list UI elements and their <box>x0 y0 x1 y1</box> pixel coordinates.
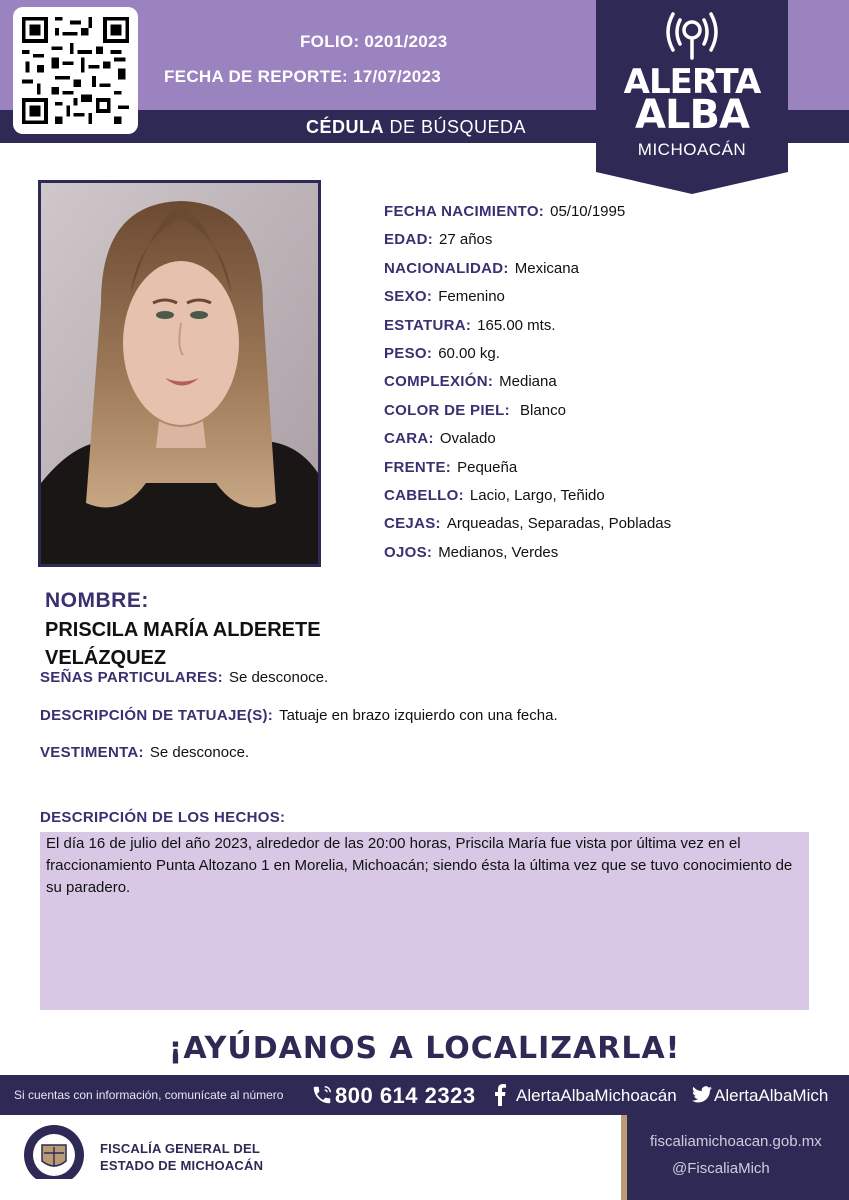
profile-value: 05/10/1995 <box>550 203 626 220</box>
profile-row-sexo <box>384 288 671 316</box>
field-label: DESCRIPCIÓN DE TATUAJE(S): <box>40 707 274 724</box>
fge-name-line1: FISCALÍA GENERAL DEL <box>100 1141 261 1156</box>
profile-row-cabello <box>384 487 671 515</box>
fge-name-line2: ESTADO DE MICHOACÁN <box>100 1158 264 1173</box>
field-value: Se desconoce. <box>149 744 250 761</box>
profile-label: SEXO: <box>384 288 433 306</box>
document-title-rest: DE BÚSQUEDA <box>384 117 527 137</box>
footer-right <box>621 1115 849 1200</box>
call-to-action: ¡AYÚDANOS A LOCALIZARLA! <box>168 1031 681 1066</box>
phone-icon <box>311 1084 333 1106</box>
profile-label: OJOS: <box>384 543 433 561</box>
profile-label: COMPLEXIÓN: <box>384 373 494 391</box>
profile-row-nacionalidad <box>384 260 671 288</box>
profile-value: Lacio, Largo, Teñido <box>469 486 605 504</box>
profile-list <box>384 203 671 572</box>
document-title-bold: CÉDULA <box>306 117 384 137</box>
profile-label: CABELLO: <box>384 486 464 504</box>
document-title <box>306 117 526 138</box>
phone-number[interactable]: 800 614 2323 <box>335 1083 476 1108</box>
profile-value: 27 años <box>439 231 493 249</box>
person-photo <box>38 180 321 567</box>
profile-value: Ovalado <box>439 430 496 448</box>
profile-label: CARA: <box>384 430 434 448</box>
profile-row-complexion <box>384 373 671 401</box>
distinguishing-marks <box>40 669 328 686</box>
profile-value: Mexicana <box>514 259 579 277</box>
twitter-handle[interactable]: AlertaAlbaMich <box>714 1086 829 1105</box>
name-label: NOMBRE: <box>45 589 149 612</box>
alerta-alba-badge <box>596 0 788 194</box>
profile-row-cejas <box>384 515 671 543</box>
field-value: Tatuaje en brazo izquierdo con una fecha. <box>279 707 558 724</box>
tattoo-description <box>40 707 558 724</box>
profile-value: Femenino <box>438 288 505 306</box>
profile-row-edad <box>384 231 671 259</box>
fge-name <box>100 1140 263 1174</box>
profile-value: Blanco <box>515 401 566 419</box>
profile-label: CEJAS: <box>384 515 441 533</box>
profile-row-peso <box>384 345 671 373</box>
website-link[interactable]: fiscaliamichoacan.gob.mx <box>650 1133 822 1150</box>
profile-row-ojos <box>384 544 671 572</box>
profile-value: Mediana <box>499 373 557 391</box>
profile-row-fecha-nacimiento <box>384 203 671 231</box>
badge-alerta: ALERTA <box>623 62 761 102</box>
twitter-icon <box>692 1086 712 1103</box>
profile-label: NACIONALIDAD: <box>384 259 509 277</box>
field-label: SEÑAS PARTICULARES: <box>40 669 223 686</box>
portrait-image <box>41 183 318 564</box>
clothing <box>40 744 249 761</box>
profile-value: 60.00 kg. <box>438 344 500 362</box>
person-name: PRISCILA MARÍA ALDERETE VELÁZQUEZ <box>45 619 321 669</box>
profile-label: ESTATURA: <box>384 316 472 334</box>
profile-row-cara <box>384 430 671 458</box>
facebook-icon <box>494 1084 506 1106</box>
profile-label: FECHA NACIMIENTO: <box>384 203 545 220</box>
profile-value: Arqueadas, Separadas, Pobladas <box>446 515 672 533</box>
social-handle[interactable]: @FiscaliaMich <box>672 1160 770 1177</box>
profile-row-estatura <box>384 317 671 345</box>
footer-left <box>0 1115 621 1200</box>
facebook-handle[interactable]: AlertaAlbaMichoacán <box>516 1086 677 1105</box>
profile-label: PESO: <box>384 344 433 362</box>
profile-value: 165.00 mts. <box>477 316 556 334</box>
report-date: FECHA DE REPORTE: 17/07/2023 <box>164 67 442 86</box>
profile-value: Medianos, Verdes <box>438 543 559 561</box>
profile-value: Pequeña <box>457 458 518 476</box>
folio: FOLIO: 0201/2023 <box>300 32 448 51</box>
field-value: Se desconoce. <box>228 669 329 686</box>
profile-label: FRENTE: <box>384 458 452 476</box>
facts-description: El día 16 de julio del año 2023, alrededor de las 20:00 horas, Priscila María fue vista por última vez en el fraccionamiento Punta Altozano 1 en Morelia, Michoacán; siendo ésta la última vez que se tuvo conocimiento de su paradero. <box>40 832 809 1010</box>
profile-row-color-piel <box>384 402 671 430</box>
profile-label: EDAD: <box>384 231 433 249</box>
badge-alba: ALBA <box>635 92 749 138</box>
badge-michoacan: MICHOACÁN <box>637 140 747 159</box>
profile-row-frente <box>384 459 671 487</box>
qr-code-icon <box>22 16 129 125</box>
contact-bar <box>0 1075 849 1115</box>
profile-label: COLOR DE PIEL: <box>384 401 510 419</box>
facts-label: DESCRIPCIÓN DE LOS HECHOS: <box>40 809 286 826</box>
fge-seal-logo <box>20 1123 88 1195</box>
contact-info-text: Si cuentas con información, comunícate al número <box>14 1088 284 1102</box>
qr-code[interactable] <box>13 7 138 134</box>
field-label: VESTIMENTA: <box>40 744 144 761</box>
